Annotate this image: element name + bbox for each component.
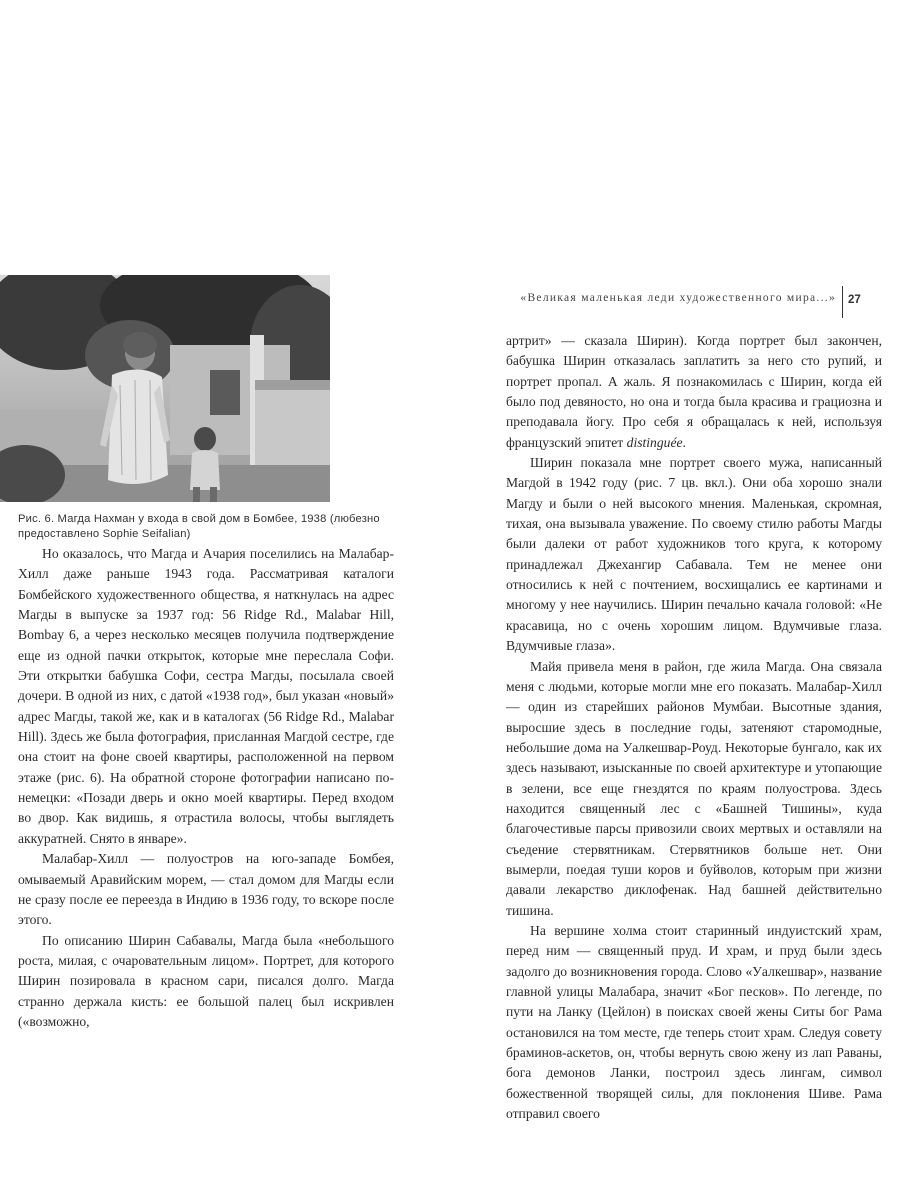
running-header: «Великая маленькая леди художественного мира...» <box>520 292 836 304</box>
caption-line: Рис. 6. Магда Нахман у входа в свой дом в Бомбее, 1938 (любезно <box>18 513 380 525</box>
paragraph: На вершине холма стоит старинный индуистский храм, перед ним — священный пруд. И храм, и пруд были здесь задолго до возникновения города. Слово «Уалкешвар», название главной улицы Малабара, значит «Бог песков». По легенде, по пути на Ланку (Цейлон) в поисках своей жены Ситы бог Рама остановился на том месте, где теперь стоит храм. Следуя совету браминов-аскетов, он, чтобы вернуть свою жену из лап Раваны, бога демонов Ланки, построил здесь лингам, символ божественной творящей силы, для поклонения Шиве. Рама отправил своего <box>506 922 882 1122</box>
paragraph: Ширин показала мне портрет своего мужа, написанный Магдой в 1942 году (рис. 7 цв. вкл.). Они оба хорошо знали Магду и были о ней высокого мнения. Маленькая, скромная, тихая, она вызывала уважение. По своему стилю работы Магды были далеки от работ художников того круга, к которому принадлежал Джехангир Сабавала. Тем не менее они относились к ней с почтением, восхищались ее картинами и многому у нее научились. Ширин печально качала головой: «Не красавица, но с очень хорошим лицом. Вдумчивые глаза. Вдумчивые глаза». <box>506 455 882 654</box>
paragraph-text: артрит» — сказала Ширин). Когда портрет был закончен, бабушка Ширин отказалась заплатить за него сто рупий, и портрет пропал. А жаль. Я познакомилась с Ширин, когда ей было под девяносто, но она и тогда была красива и грациозна и преподавала йогу. Про себя я обращалась к ней, используя французский эпитет <box>506 333 882 450</box>
paragraph-text: . <box>682 434 686 450</box>
right-page-text <box>506 331 882 1124</box>
paragraph: Но оказалось, что Магда и Ачария поселились на Малабар-Хилл даже раньше 1943 года. Рассматривая каталоги Бомбейского художественного общества, я наткнулась на адрес Магды в выпуске за 1937 год: 56 Ridge Rd., Malabar Hill, Bombay 6, а через несколько месяцев получила подтверждение еще из одной пачки открыток, которые мне переслала Софи. Эти открытки бабушка Софи, сестра Магды, посылала своей дочери. В одной из них, с датой «1938 год», был указан «новый» адрес Магды, такой же, как и в каталогах (56 Ridge Rd., Malabar Hill). Здесь же была фотография, присланная Магдой сестре, где она стоит на фоне своей квартиры, расположенной на первом этаже (рис. 6). На обратной стороне фотографии написано по-немецки: «Позади дверь и окно моей квартиры. Перед входом во двор. Как видишь, я отрастила волосы, чтобы выглядеть аккуратней. Снято в январе». <box>18 546 394 846</box>
paragraph: Майя привела меня в район, где жила Магда. Она связала меня с людьми, которые могли мне его показать. Малабар-Хилл — один из старейших районов Мумбаи. Высотные здания, выросшие здесь в последние годы, затеняют старомодные, небольшие дома на Уалкешвар-Роуд. Некоторые бунгало, как их здесь называют, изысканные по своей архитектуре и утопающие в зелени, все еще гнездятся по краям полуострова. Здесь находится священный лес с «Башней Тишины», куда благочестивые парсы привозили своих мертвых и оставляли на съедение стервятникам. Стервятников больше нет. Они вымерли, поедая туши коров и буйволов, которым при жизни давали лекарство диклофенак. Над башней действительно тишина. <box>506 658 882 918</box>
figure-caption <box>18 512 398 542</box>
paragraph <box>506 331 882 453</box>
header-divider <box>842 286 843 318</box>
figure-photo <box>0 275 330 502</box>
paragraph: По описанию Ширин Сабавалы, Магда была «небольшого роста, милая, с очаровательным лицом». Портрет, для которого Ширин позировала в красном сари, писался долго. Магда странно держала кисть: ее большой палец был искривлен («возможно, <box>18 932 394 1029</box>
caption-line: предоставлено Sophie Seifalian) <box>18 528 191 540</box>
left-page-text <box>18 544 394 1032</box>
page-number: 27 <box>848 294 861 306</box>
italic-term: distinguée <box>626 434 683 450</box>
paragraph: Малабар-Хилл — полуостров на юго-западе Бомбея, омываемый Аравийским морем, — стал домом для Магды если не сразу после ее переезда в Индию в 1936 году, то вскоре после этого. <box>18 851 394 928</box>
